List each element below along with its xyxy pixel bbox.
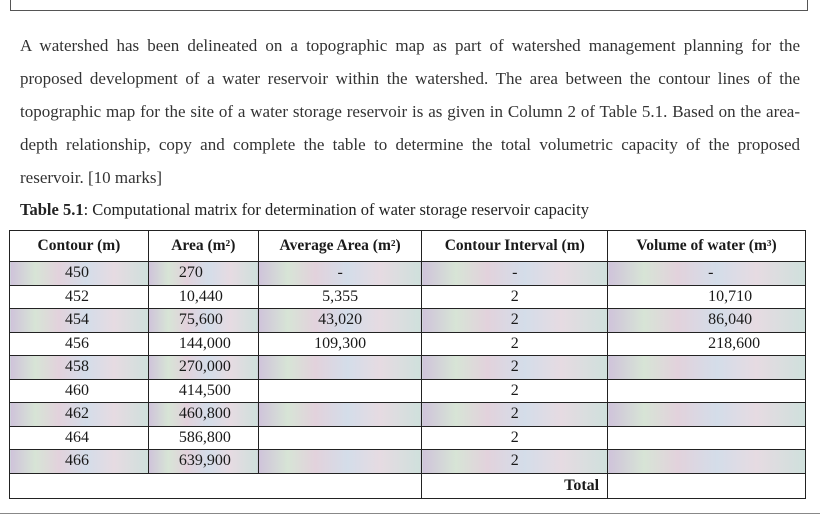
table-row — [10, 285, 806, 309]
table-cell — [608, 450, 806, 474]
table-cell: 75,600 — [148, 309, 258, 333]
table-cell: - — [422, 262, 608, 286]
table-cell — [608, 426, 806, 450]
table-cell: 5,355 — [258, 285, 422, 309]
table-cell: - — [608, 262, 806, 286]
table-cell: 2 — [422, 309, 608, 333]
table-row — [10, 403, 806, 427]
table-row — [10, 379, 806, 403]
table-cell: 462 — [10, 403, 149, 427]
table-body — [10, 262, 806, 499]
table-row — [10, 262, 806, 286]
table-cell: 414,500 — [148, 379, 258, 403]
table-cell: 2 — [422, 332, 608, 356]
table-cell — [608, 356, 806, 380]
table-cell: 218,600 — [608, 332, 806, 356]
header-contour-interval: Contour Interval (m) — [422, 231, 608, 262]
table-caption-label: Table 5.1 — [20, 200, 84, 219]
table-header-row — [10, 231, 806, 262]
table-cell: 460 — [10, 379, 149, 403]
total-volume-cell — [608, 473, 806, 498]
total-label: Total — [422, 473, 608, 498]
table-caption-text: : Computational matrix for determination of water storage reservoir capacity — [83, 200, 589, 219]
table-cell: 2 — [422, 356, 608, 380]
page-top-border — [10, 0, 808, 11]
table-cell — [258, 403, 422, 427]
table-cell: 43,020 — [258, 309, 422, 333]
header-volume: Volume of water (m³) — [608, 231, 806, 262]
table-row — [10, 450, 806, 474]
table-cell: 2 — [422, 450, 608, 474]
table-row — [10, 332, 806, 356]
table-cell: 458 — [10, 356, 149, 380]
table-cell: 460,800 — [148, 403, 258, 427]
page-bottom-rule — [0, 513, 820, 514]
table-cell: 109,300 — [258, 332, 422, 356]
reservoir-capacity-table — [9, 230, 806, 499]
header-average-area: Average Area (m²) — [258, 231, 422, 262]
table-cell: 456 — [10, 332, 149, 356]
table-cell — [258, 426, 422, 450]
table-cell: 586,800 — [148, 426, 258, 450]
table-cell: 452 — [10, 285, 149, 309]
table-cell: 464 — [10, 426, 149, 450]
table-row — [10, 426, 806, 450]
table-cell — [258, 379, 422, 403]
table-cell: 450 — [10, 262, 149, 286]
table-cell — [608, 379, 806, 403]
table-cell: 2 — [422, 379, 608, 403]
table-cell: 2 — [422, 285, 608, 309]
table-cell: 466 — [10, 450, 149, 474]
table-cell: - — [258, 262, 422, 286]
table-cell — [608, 403, 806, 427]
table-cell: 2 — [422, 403, 608, 427]
table-total-row — [10, 473, 806, 498]
table-cell — [258, 450, 422, 474]
table-caption — [20, 200, 589, 220]
table-cell: 2 — [422, 426, 608, 450]
table-cell — [258, 356, 422, 380]
table-cell: 270 — [148, 262, 258, 286]
table-row — [10, 309, 806, 333]
header-contour: Contour (m) — [10, 231, 149, 262]
table-cell: 10,440 — [148, 285, 258, 309]
table-row — [10, 356, 806, 380]
table-cell: 144,000 — [148, 332, 258, 356]
table-cell: 10,710 — [608, 285, 806, 309]
table-cell: 270,000 — [148, 356, 258, 380]
total-row-blank — [10, 473, 422, 498]
table-cell: 454 — [10, 309, 149, 333]
table-cell: 639,900 — [148, 450, 258, 474]
question-text: A watershed has been delineated on a topographic map as part of watershed management planning for the proposed development of a water reservoir within the watershed. The area between the contour lines of the topographic map for the site of a water storage reservoir is as given in Column 2 of Table 5.1. Based on the area-depth relationship, copy and complete the table to determine the total volumetric capacity of the proposed reservoir. [10 marks] — [20, 36, 800, 187]
header-area: Area (m²) — [148, 231, 258, 262]
table-cell: 86,040 — [608, 309, 806, 333]
